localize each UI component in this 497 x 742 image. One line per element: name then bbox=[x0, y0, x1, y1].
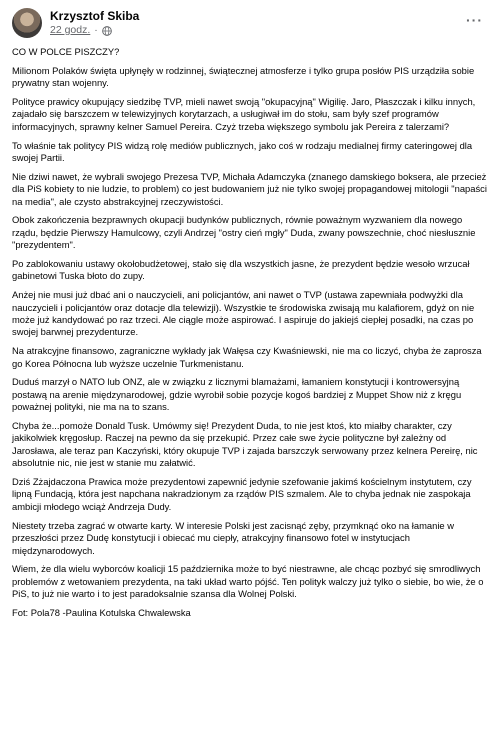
post-paragraph: Chyba że...pomoże Donald Tusk. Umówmy się! Prezydent Duda, to nie jest ktoś, kto miałby charakter, czy jakikolwiek kręgosłup. Raczej na pewno da się przekupić. Przez całe swe życie polityczne był zależny od Jarosława, ale teraz pan Kaczyński, który okupuje TVP i zajada barszczyk serwowany przez kelnera Pereirę, nic absolutnie nic, nie jest w stanie mu załatwić. bbox=[12, 420, 478, 469]
post-paragraph: Duduś marzył o NATO lub ONZ, ale w związku z licznymi blamażami, łamaniem konstytucji i kontrowersyjną postawą na arenie międzynarodowej, gdzie wyrobił sobie pozycje kogoś bardziej z Muppet Show niż z kręgu poważnej polityki, nie ma na to szans. bbox=[12, 376, 462, 413]
post-timestamp[interactable]: 22 godz. bbox=[50, 24, 91, 36]
post-meta bbox=[50, 9, 139, 37]
post-paragraph: Wiem, że dla wielu wyborców koalicji 15 października może to być niestrawne, ale chcąc pozbyć się smrodliwych problemów z wetowaniem prezydenta, na taki układ warto pójść. Ten polityk walczy już tylko o siebie, bo wie, że o PiS, to już nie warto i to jest paradoksalnie szansa dla Wolnej Polski. bbox=[12, 563, 484, 600]
post-paragraph: Polityce prawicy okupujący siedzibę TVP, mieli nawet swoją "okupacyjną" Wigilię. Jaro, Płaszczak i kilku innych, zajadało się barszczem w telewizyjnych korytarzach, a usługiwał im do stołu, sam były szef programów informacyjnych, sprawny kelner Samuel Pereira. Czyż trzeba większego symbolu jak Pereira z talerzami? bbox=[12, 96, 476, 132]
post-subline bbox=[50, 24, 139, 37]
post-paragraph: Na atrakcyjne finansowo, zagraniczne wykłady jak Wałęsa czy Kwaśniewski, nie ma co liczyć, chyba że zaprosza go Korea Północna lub wyższe uczelnie Turkmenistanu. bbox=[12, 345, 482, 369]
more-options-icon[interactable]: ··· bbox=[466, 12, 483, 28]
post-paragraph: Nie dziwi nawet, że wybrali swojego Prezesa TVP, Michała Adamczyka (znanego damskiego boksera, ale przecież dla PiS kobiety to nie ludzie, to problem) co jest budowaniem już nie tylko swojej propagandowej mitologii "napaści na media", ale czysto abstrakcyjnej rzeczywistości. bbox=[12, 170, 487, 207]
avatar[interactable] bbox=[12, 8, 42, 38]
post-paragraph: Obok zakończenia bezprawnych okupacji budynków publicznych, równie poważnym wyzwaniem dla nowego rządu, będzie Pierwszy Hamulcowy, czyli Andrzej "ostry cień mgły" Duda, zwany powszechnie, choć niesłusznie "prezydentem". bbox=[12, 214, 476, 251]
post-heading: CO W POLCE PISZCZY? bbox=[12, 46, 120, 57]
post-paragraph: To właśnie tak politycy PIS widzą rolę mediów publicznych, jako coś w rodzaju medialnej firmy cateringowej dla swojej Partii. bbox=[12, 139, 473, 164]
post-paragraph: Dziś Zżajdaczona Prawica może prezydentowi zapewnić jedynie szefowanie jakimś kościelnym instytutem, czy lipną Fundacją, która jest napchana nakradzionym za rządów PIS szmalem. Ale to chyba jednak nie zaspokaja ambicji młodego wciąż Andrzeja Dudy. bbox=[12, 476, 472, 512]
post-paragraph: Anżej nie musi już dbać ani o nauczycieli, ani policjantów, ani nawet o TVP (ustawa zapewniała podwyżki dla nauczycieli i policjantów oraz dotacje dla telewizji). Wszystkie te środowiska zwisają mu kalafiorem, gdyż on nie może już kandydować po raz trzeci. Ale ciągle może aspirować. I aspiruje do jakiejś ciepłej posadki, na czas po swojej barwnej prezydenturze. bbox=[12, 289, 475, 338]
author-name[interactable]: Krzysztof Skiba bbox=[50, 9, 140, 23]
post-paragraph: Milionom Polaków święta upłynęły w rodzinnej, świątecznej atmosferze i tylko grupa posłów PIS urządziła sobie prywatny stan wojenny. bbox=[12, 64, 475, 89]
post-header bbox=[12, 0, 489, 46]
post-paragraph: Fot: Pola78 -Paulina Kotulska Chwalewska bbox=[12, 606, 191, 618]
post-paragraph: Niestety trzeba zagrać w otwarte karty. W interesie Polski jest zacisnąć zęby, przymknąć oko na łamanie w przeszłości przez Dudę konstytucji i obiecać mu ciepły, atrakcyjny finansowo fotel w instytucjach międzynarodowych. bbox=[12, 519, 455, 556]
separator-dot: · bbox=[94, 24, 98, 36]
post-paragraph: Po zablokowaniu ustawy okołobudżetowej, stało się dla wszystkich jasne, że prezydent będzie wesoło wrzucał gabinetowi Tuska błoto do zupy. bbox=[12, 258, 470, 282]
globe-icon bbox=[102, 26, 112, 36]
post-body bbox=[12, 46, 489, 619]
